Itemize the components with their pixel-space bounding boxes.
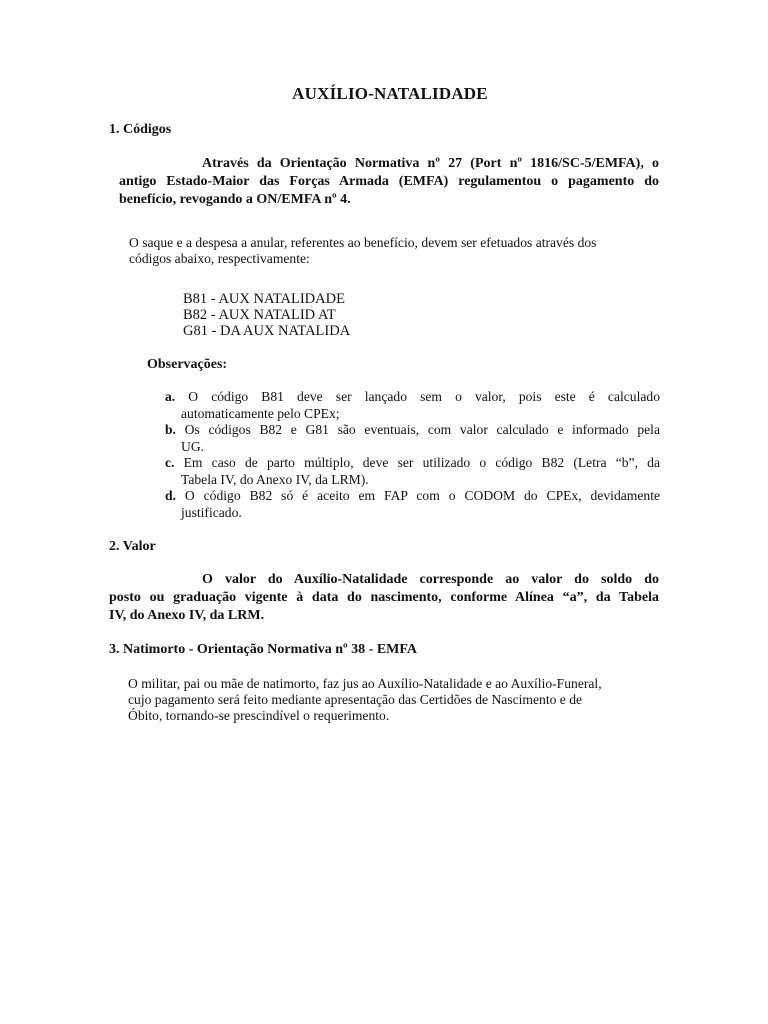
observation-item [165,455,660,488]
observation-letter: c. [165,455,175,470]
observation-text: Em caso de parto múltiplo, deve ser utilizado o código B82 (Letra “b”, da [183,455,660,470]
natimorto-line: O militar, pai ou mãe de natimorto, faz jus ao Auxílio-Natalidade e ao Auxílio-Funeral, [128,676,602,691]
observation-item [165,422,660,455]
valor-line: IV, do Anexo IV, da LRM. [109,608,265,623]
code-item: B82 - AUX NATALID AT [183,307,336,323]
observation-continuation: Tabela IV, do Anexo IV, da LRM). [181,471,369,487]
observation-item [165,488,660,521]
valor-line: O valor do Auxílio-Natalidade corresponde ao valor do soldo do [202,572,659,587]
observation-text: Os códigos B82 e G81 são eventuais, com valor calculado e informado pela [184,422,660,437]
note-line: O saque e a despesa a anular, referentes ao benefício, devem ser efetuados através dos [129,235,597,250]
section-3-heading: 3. Natimorto - Orientação Normativa nº 38 - EMFA [109,642,418,657]
section-1-heading: 1. Códigos [109,122,172,137]
section-3-body [128,676,602,724]
valor-line: posto ou graduação vigente à data do nascimento, conforme Alínea “a”, da Tabela [109,590,659,605]
observation-continuation: justificado. [181,504,242,520]
observations-list [165,389,660,521]
section-2-heading: 2. Valor [109,539,156,554]
natimorto-line: cujo pagamento será feito mediante apresentação das Certidões de Nascimento e de [128,692,583,707]
code-list [183,291,350,339]
note-line: códigos abaixo, respectivamente: [129,251,310,266]
intro-line: benefício, revogando a ON/EMFA nº 4. [119,192,351,207]
observation-text: O código B81 deve ser lançado sem o valor, pois este é calculado [188,389,660,404]
observation-letter: d. [165,488,176,503]
intro-line: Através da Orientação Normativa nº 27 (Port nº 1816/SC-5/EMFA), o [202,156,659,171]
code-item: G81 - DA AUX NATALIDA [183,323,351,339]
observations-title: Observações: [147,357,228,372]
document-title: AUXÍLIO-NATALIDADE [292,84,488,103]
section-1-intro [119,155,659,209]
observation-continuation: automaticamente pelo CPEx; [181,405,340,421]
observation-item [165,389,660,422]
section-1-note [129,235,596,267]
code-item: B81 - AUX NATALIDADE [183,291,345,307]
intro-line: antigo Estado-Maior das Forças Armada (EMFA) regulamentou o pagamento do [119,174,659,189]
natimorto-line: Óbito, tornando-se prescindível o requerimento. [128,708,390,723]
observation-continuation: UG. [181,438,205,454]
observation-letter: a. [165,389,176,404]
section-2-body [109,571,659,625]
observation-text: O código B82 só é aceito em FAP com o CODOM do CPEx, devidamente [184,488,661,503]
observation-letter: b. [165,422,176,437]
